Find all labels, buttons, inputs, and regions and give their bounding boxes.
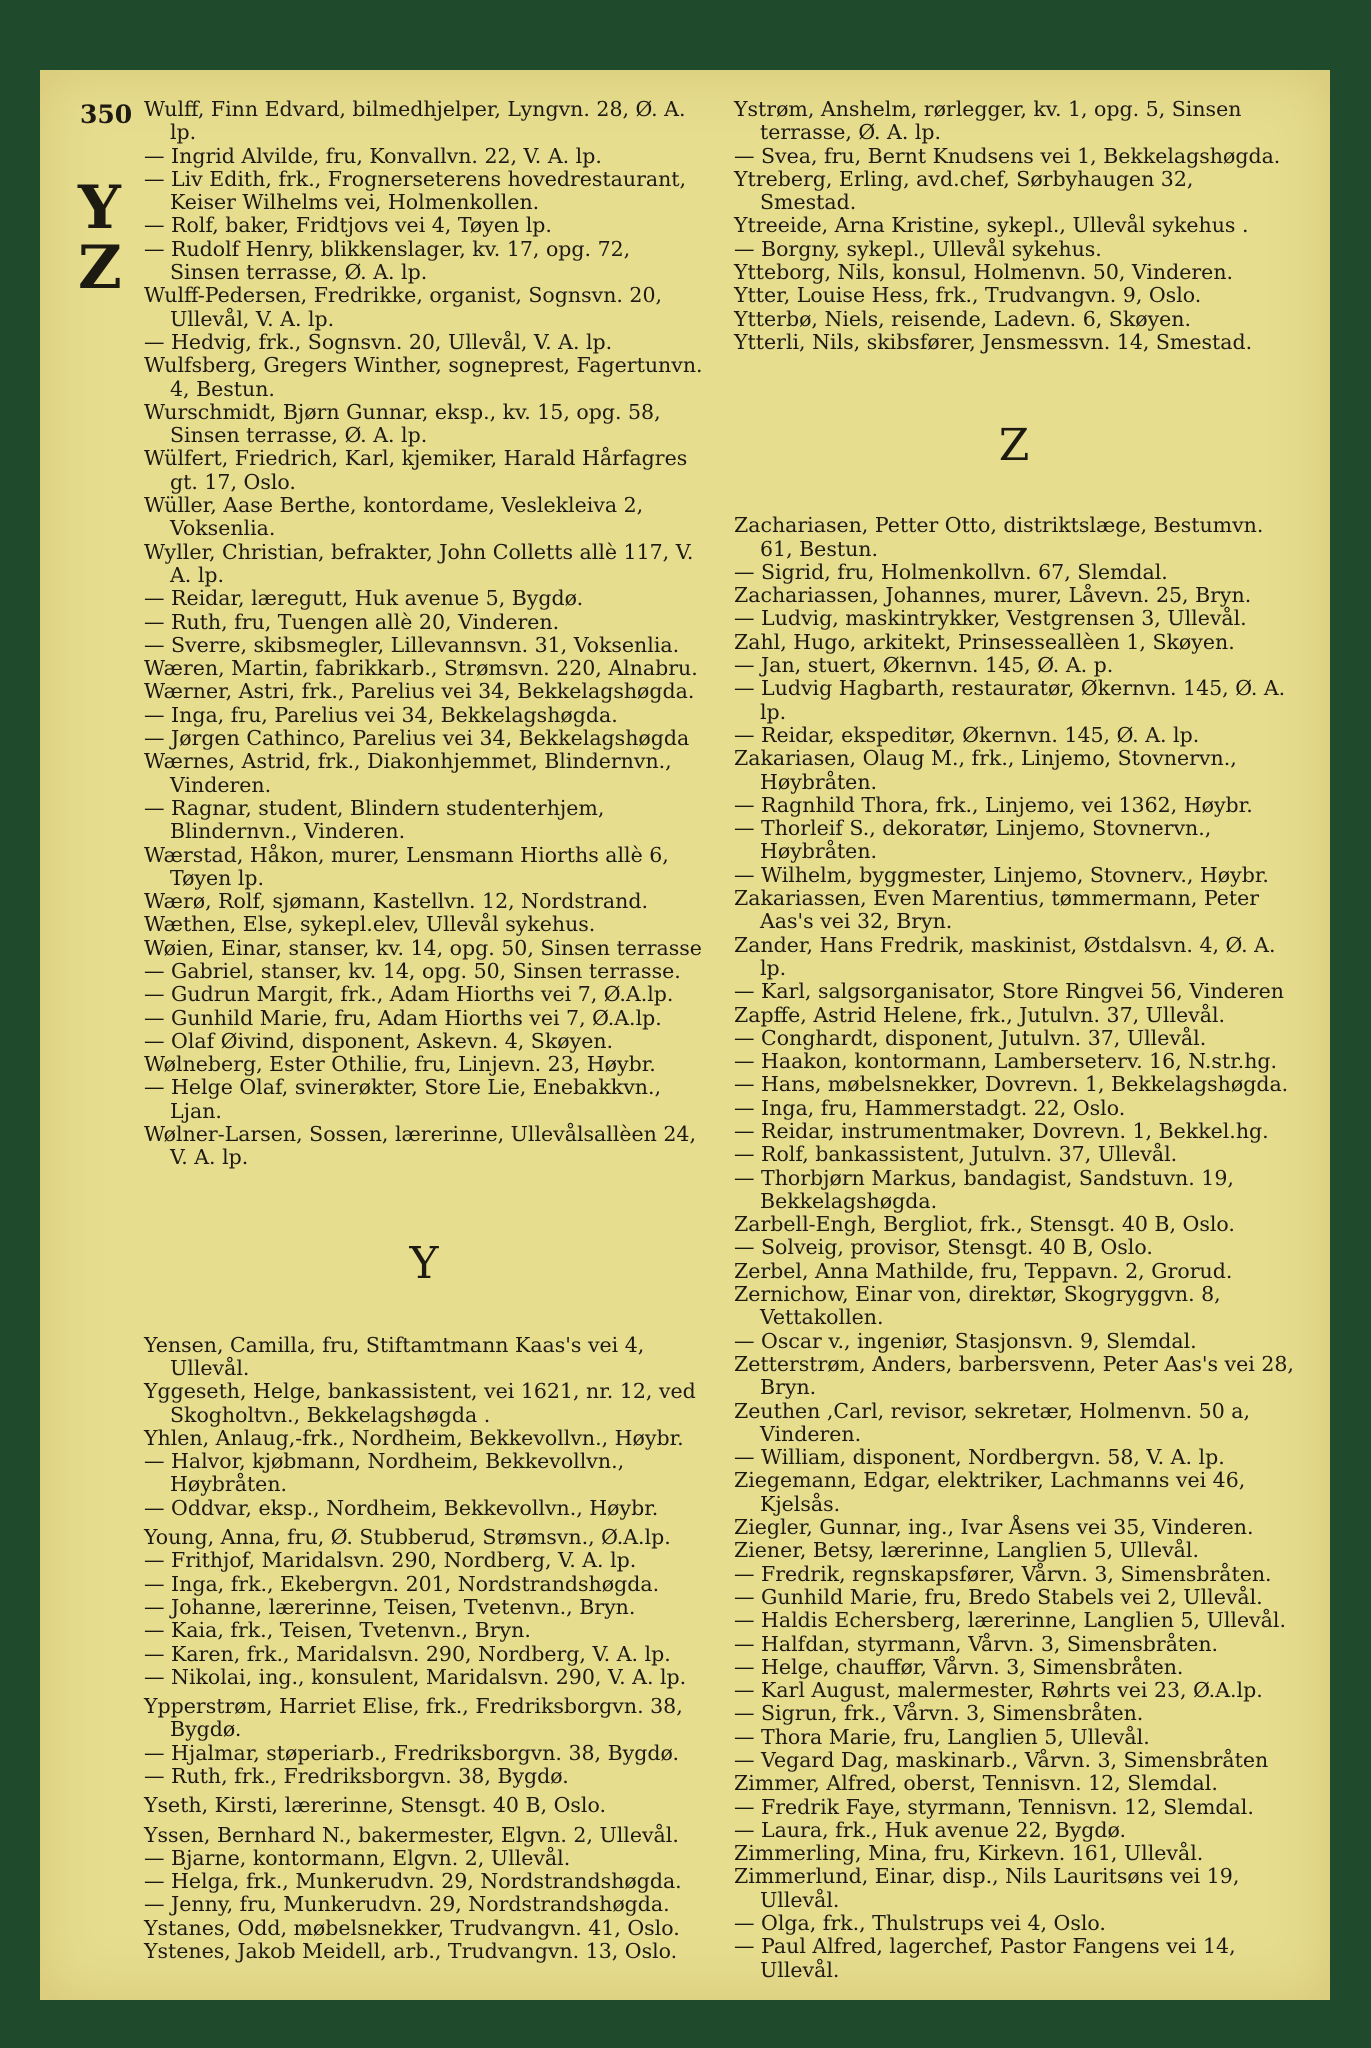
directory-entry: Ytreeide, Arna Kristine, sykepl., Ullevål sykehus . bbox=[734, 213, 1249, 238]
directory-entry: Ytterli, Nils, skibsfører, Jensmessvn. 14, Smestad. bbox=[734, 329, 1253, 354]
directory-entry: — Ruth, fru, Tuengen allè 20, Vinderen. bbox=[144, 609, 560, 634]
directory-entry: Wølner-Larsen, Sossen, lærerinne, Ullevålsallèen 24, V. A. lp. bbox=[144, 1122, 696, 1170]
directory-entry: — Jenny, fru, Munkerudvn. 29, Nordstrandshøgda. bbox=[144, 1892, 670, 1917]
directory-entry: Ytreberg, Erling, avd.chef, Sørbyhaugen 32, Smestad. bbox=[734, 166, 1194, 215]
directory-entry: Ytter, Louise Hess, frk., Trudvangvn. 9, Oslo. bbox=[734, 283, 1202, 308]
directory-entry: — Borgny, sykepl., Ullevål sykehus. bbox=[734, 236, 1102, 261]
directory-entry: Ytterbø, Niels, reisende, Ladevn. 6, Skøyen. bbox=[734, 306, 1192, 331]
directory-entry: — Olga, frk., Thulstrups vei 4, Oslo. bbox=[734, 1911, 1106, 1936]
directory-entry: Wærner, Astri, frk., Parelius vei 34, Bekkelagshøgda. bbox=[144, 679, 695, 704]
page-number: 350 bbox=[80, 100, 133, 129]
directory-entry: Ziener, Betsy, lærerinne, Langlien 5, Ullevål. bbox=[734, 1538, 1199, 1563]
directory-entry: — Helge Olaf, svinerøkter, Store Lie, Enebakkvn., Ljan. bbox=[144, 1075, 662, 1123]
directory-entry: Ypperstrøm, Harriet Elise, frk., Fredriksborgvn. 38, Bygdø. bbox=[144, 1694, 683, 1742]
directory-entry: — Halvor, kjøbmann, Nordheim, Bekkevollvn., Høybråten. bbox=[144, 1449, 625, 1497]
directory-entry: — Reidar, ekspeditør, Økernvn. 145, Ø. A. lp. bbox=[734, 722, 1200, 747]
directory-entry: — Ludvig Hagbarth, restauratør, Økernvn. 145, Ø. A. lp. bbox=[734, 676, 1286, 724]
directory-entry: — Sigrun, frk., Vårvn. 3, Simensbråten. bbox=[734, 1701, 1144, 1726]
directory-entry: Wøien, Einar, stanser, kv. 14, opg. 50, Sinsen terrasse bbox=[144, 935, 702, 960]
directory-entry: — Nikolai, ing., konsulent, Maridalsvn. 290, V. A. lp. bbox=[144, 1664, 687, 1689]
y-entries-continued-list bbox=[734, 98, 1294, 354]
directory-entry: — Ludvig, maskintrykker, Vestgrensen 3, Ullevål. bbox=[734, 606, 1247, 631]
w-entries-list bbox=[144, 98, 704, 1170]
directory-entry: Zander, Hans Fredrik, maskinist, Østdalsvn. 4, Ø. A. lp. bbox=[734, 932, 1276, 980]
directory-entry: Zapffe, Astrid Helene, frk., Jutulvn. 37, Ullevål. bbox=[734, 1002, 1226, 1027]
directory-entry: — Ragnar, student, Blindern studenterhjem, Blindernvn., Vinderen. bbox=[144, 795, 605, 844]
directory-entry: — Rolf, bankassistent, Jutulvn. 37, Ullevål. bbox=[734, 1142, 1178, 1167]
directory-entry: Wæren, Martin, fabrikkarb., Strømsvn. 220, Alnabru. bbox=[144, 656, 698, 681]
directory-entry: — Thorleif S., dekoratør, Linjemo, Stovnervn., Høybråten. bbox=[734, 816, 1212, 864]
directory-entry: — Hjalmar, støperiarb., Fredriksborgvn. 38, Bygdø. bbox=[144, 1740, 679, 1765]
directory-entry: Wulfsberg, Gregers Winther, sogneprest, Fagertunvn. 4, Bestun. bbox=[144, 353, 703, 401]
directory-entry: Yggeseth, Helge, bankassistent, vei 1621, nr. 12, ved Skogholtvn., Bekkelagshøgda . bbox=[144, 1379, 696, 1427]
directory-entry: — Inga, fru, Hammerstadgt. 22, Oslo. bbox=[734, 1095, 1126, 1120]
directory-entry: — Haldis Echersberg, lærerinne, Langlien 5, Ullevål. bbox=[734, 1608, 1286, 1633]
directory-entry: — Thorbjørn Markus, bandagist, Sandstuvn. 19, Bekkelagshøgda. bbox=[734, 1165, 1234, 1213]
directory-entry: — Thora Marie, fru, Langlien 5, Ullevål. bbox=[734, 1724, 1150, 1749]
directory-entry: Ytteborg, Nils, konsul, Holmenvn. 50, Vinderen. bbox=[734, 260, 1234, 285]
directory-entry: — Rudolf Henry, blikkenslager, kv. 17, opg. 72, Sinsen terrasse, Ø. A. lp. bbox=[144, 236, 631, 285]
directory-entry: — Oscar v., ingeniør, Stasjonsvn. 9, Slemdal. bbox=[734, 1328, 1197, 1353]
directory-entry: — Sverre, skibsmegler, Lillevannsvn. 31, Voksenlia. bbox=[144, 632, 680, 657]
directory-entry: — Liv Edith, frk., Frognerseterens hovedrestaurant, Keiser Wilhelms vei, Holmenkollen. bbox=[144, 166, 687, 215]
directory-entry: Zimmer, Alfred, oberst, Tennisvn. 12, Slemdal. bbox=[734, 1771, 1218, 1796]
directory-entry: Ystenes, Jakob Meidell, arb., Trudvangvn. 13, Oslo. bbox=[144, 1939, 678, 1964]
directory-entry: — Halfdan, styrmann, Vårvn. 3, Simensbråten. bbox=[734, 1631, 1219, 1656]
directory-entry: — Gudrun Margit, frk., Adam Hiorths vei 7, Ø.A.lp. bbox=[144, 982, 674, 1007]
directory-entry: Zetterstrøm, Anders, barbersvenn, Peter Aas's vei 28, Bryn. bbox=[734, 1351, 1294, 1400]
directory-entry: Ystrøm, Anshelm, rørlegger, kv. 1, opg. 5, Sinsen terrasse, Ø. A. lp. bbox=[734, 97, 1242, 145]
directory-entry: — Fredrik, regnskapsfører, Vårvn. 3, Simensbråten. bbox=[734, 1561, 1272, 1586]
directory-entry: — Karl August, malermester, Røhrts vei 23, Ø.A.lp. bbox=[734, 1678, 1263, 1703]
directory-entry: Zachariassen, Johannes, murer, Låvevn. 25, Bryn. bbox=[734, 583, 1252, 608]
directory-entry: — Gunhild Marie, fru, Adam Hiorths vei 7, Ø.A.lp. bbox=[144, 1005, 662, 1030]
directory-entry: — Rolf, baker, Fridtjovs vei 4, Tøyen lp. bbox=[144, 213, 552, 238]
directory-entry: Zakariasen, Olaug M., frk., Linjemo, Stovnervn., Høybråten. bbox=[734, 746, 1237, 794]
directory-entry: — Karen, frk., Maridalsvn. 290, Nordberg, V. A. lp. bbox=[144, 1641, 671, 1666]
directory-entry: — Olaf Øivind, disponent, Askevn. 4, Skøyen. bbox=[144, 1028, 614, 1053]
directory-entry: — Ragnhild Thora, frk., Linjemo, vei 1362, Høybr. bbox=[734, 792, 1253, 817]
z-entries-list bbox=[734, 514, 1294, 1982]
directory-entry: — Kaia, frk., Teisen, Tvetenvn., Bryn. bbox=[144, 1618, 531, 1643]
directory-entry: Zeuthen ,Carl, revisor, sekretær, Holmenvn. 50 a, Vinderen. bbox=[734, 1398, 1250, 1446]
directory-entry: — Solveig, provisor, Stensgt. 40 B, Oslo. bbox=[734, 1235, 1153, 1260]
directory-entry: — Oddvar, eksp., Nordheim, Bekkevollvn., Høybr. bbox=[144, 1495, 659, 1520]
directory-entry: Wæthen, Else, sykepl.elev, Ullevål sykehus. bbox=[144, 912, 596, 937]
directory-entry: — Wilhelm, byggmester, Linjemo, Stovnerv., Høybr. bbox=[734, 862, 1269, 887]
directory-entry: Yseth, Kirsti, lærerinne, Stensgt. 40 B, Oslo. bbox=[144, 1793, 606, 1818]
thumb-index-letter-y: Y bbox=[78, 173, 121, 243]
left-column bbox=[144, 98, 704, 1963]
directory-entry: Wurschmidt, Bjørn Gunnar, eksp., kv. 15, opg. 58, Sinsen terrasse, Ø. A. lp. bbox=[144, 399, 661, 448]
directory-entry: — Haakon, kontormann, Lamberseterv. 16, N.str.hg. bbox=[734, 1049, 1278, 1074]
directory-entry: — Gunhild Marie, fru, Bredo Stabels vei 2, Ullevål. bbox=[734, 1584, 1263, 1609]
directory-entry: Wærnes, Astrid, frk., Diakonhjemmet, Blindernvn., Vinderen. bbox=[144, 749, 672, 797]
directory-entry: Wüller, Aase Berthe, kontordame, Veslekleiva 2, Voksenlia. bbox=[144, 493, 644, 541]
directory-entry: Yhlen, Anlaug,-frk., Nordheim, Bekkevollvn., Høybr. bbox=[144, 1425, 684, 1450]
directory-entry: — Frithjof, Maridalsvn. 290, Nordberg, V. A. lp. bbox=[144, 1548, 637, 1573]
directory-entry: — Bjarne, kontormann, Elgvn. 2, Ullevål. bbox=[144, 1845, 571, 1870]
directory-entry: — Hedvig, frk., Sognsvn. 20, Ullevål, V. A. lp. bbox=[144, 329, 613, 354]
directory-entry: — Reidar, instrumentmaker, Dovrevn. 1, Bekkel.hg. bbox=[734, 1118, 1269, 1143]
directory-entry: Zarbell-Engh, Bergliot, frk., Stensgt. 40 B, Oslo. bbox=[734, 1212, 1235, 1237]
directory-entry: — Jørgen Cathinco, Parelius vei 34, Bekkelagshøgda bbox=[144, 726, 690, 751]
directory-entry: Zimmerlund, Einar, disp., Nils Lauritsøns vei 19, Ullevål. bbox=[734, 1864, 1240, 1912]
directory-entry: Wærstad, Håkon, murer, Lensmann Hiorths allè 6, Tøyen lp. bbox=[144, 842, 669, 890]
directory-entry: — Paul Alfred, lagerchef, Pastor Fangens vei 14, Ullevål. bbox=[734, 1934, 1236, 1982]
directory-entry: Wulff-Pedersen, Fredrikke, organist, Sognsvn. 20, Ullevål, V. A. lp. bbox=[144, 283, 663, 331]
directory-entry: Ystanes, Odd, møbelsnekker, Trudvangvn. 41, Oslo. bbox=[144, 1915, 680, 1940]
directory-entry: — Johanne, lærerinne, Teisen, Tvetenvn., Bryn. bbox=[144, 1594, 636, 1619]
directory-page bbox=[40, 70, 1330, 2000]
directory-entry: Ziegemann, Edgar, elektriker, Lachmanns vei 46, Kjelsås. bbox=[734, 1468, 1246, 1516]
directory-entry: Zakariassen, Even Marentius, tømmermann, Peter Aas's vei 32, Bryn. bbox=[734, 886, 1260, 934]
section-heading-y: Y bbox=[409, 1237, 439, 1289]
directory-entry: Yensen, Camilla, fru, Stiftamtmann Kaas's vei 4, Ullevål. bbox=[144, 1332, 645, 1380]
directory-entry: — Laura, frk., Huk avenue 22, Bygdø. bbox=[734, 1817, 1126, 1842]
directory-entry: Wærø, Rolf, sjømann, Kastellvn. 12, Nordstrand. bbox=[144, 889, 648, 914]
directory-entry: — Ingrid Alvilde, fru, Konvallvn. 22, V. A. lp. bbox=[144, 143, 602, 168]
section-heading-z: Z bbox=[998, 420, 1030, 472]
directory-entry: — Hans, møbelsnekker, Dovrevn. 1, Bekkelagshøgda. bbox=[734, 1072, 1289, 1097]
directory-entry: — Svea, fru, Bernt Knudsens vei 1, Bekkelagshøgda. bbox=[734, 143, 1281, 168]
directory-entry: — Karl, salgsorganisator, Store Ringvei 56, Vinderen bbox=[734, 979, 1284, 1004]
directory-entry: Zimmerling, Mina, fru, Kirkevn. 161, Ullevål. bbox=[734, 1841, 1204, 1866]
directory-entry: Zernichow, Einar von, direktør, Skogryggvn. 8, Vettakollen. bbox=[734, 1282, 1221, 1330]
directory-entry: — Ruth, frk., Fredriksborgvn. 38, Bygdø. bbox=[144, 1764, 569, 1788]
directory-entry: — Gabriel, stanser, kv. 14, opg. 50, Sinsen terrasse. bbox=[144, 958, 681, 983]
directory-entry: Yssen, Bernhard N., bakermester, Elgvn. 2, Ullevål. bbox=[144, 1822, 679, 1847]
directory-entry: — Conghardt, disponent, Jutulvn. 37, Ullevål. bbox=[734, 1025, 1207, 1050]
directory-entry: Zerbel, Anna Mathilde, fru, Teppavn. 2, Grorud. bbox=[734, 1258, 1233, 1283]
directory-entry: Zahl, Hugo, arkitekt, Prinsesseallèen 1, Skøyen. bbox=[734, 629, 1235, 654]
directory-entry: Wølneberg, Ester Othilie, fru, Linjevn. 23, Høybr. bbox=[144, 1052, 656, 1077]
directory-entry: — Helga, frk., Munkerudvn. 29, Nordstrandshøgda. bbox=[144, 1869, 682, 1894]
directory-entry: — Fredrik Faye, styrmann, Tennisvn. 12, Slemdal. bbox=[734, 1794, 1254, 1819]
directory-entry: — Sigrid, fru, Holmenkollvn. 67, Slemdal. bbox=[734, 559, 1168, 584]
directory-entry: Wyller, Christian, befrakter, John Colletts allè 117, V. A. lp. bbox=[144, 539, 694, 587]
directory-entry: — Inga, frk., Ekebergvn. 201, Nordstrandshøgda. bbox=[144, 1571, 660, 1596]
directory-entry: — Jan, stuert, Økernvn. 145, Ø. A. p. bbox=[734, 653, 1114, 678]
directory-entry: — William, disponent, Nordbergvn. 58, V. A. lp. bbox=[734, 1445, 1225, 1470]
directory-entry: Ziegler, Gunnar, ing., Ivar Åsens vei 35, Vinderen. bbox=[734, 1515, 1254, 1540]
directory-entry: — Vegard Dag, maskinarb., Vårvn. 3, Simensbråten bbox=[734, 1748, 1269, 1772]
directory-entry: — Inga, fru, Parelius vei 34, Bekkelagshøgda. bbox=[144, 702, 618, 727]
right-column bbox=[734, 98, 1294, 1982]
y-entries-list bbox=[144, 1334, 704, 1964]
directory-entry: Wülfert, Friedrich, Karl, kjemiker, Harald Hårfagres gt. 17, Oslo. bbox=[144, 446, 688, 494]
directory-entry: — Reidar, læregutt, Huk avenue 5, Bygdø. bbox=[144, 586, 584, 611]
thumb-index-letter-z: Z bbox=[78, 233, 122, 303]
directory-entry: — Helge, chauffør, Vårvn. 3, Simensbråten. bbox=[734, 1654, 1184, 1679]
directory-entry: Wulff, Finn Edvard, bilmedhjelper, Lyngvn. 28, Ø. A. lp. bbox=[144, 97, 686, 145]
directory-entry: Young, Anna, fru, Ø. Stubberud, Strømsvn., Ø.A.lp. bbox=[144, 1525, 671, 1550]
directory-entry: Zachariasen, Petter Otto, distriktslæge, Bestumvn. 61, Bestun. bbox=[734, 513, 1264, 561]
